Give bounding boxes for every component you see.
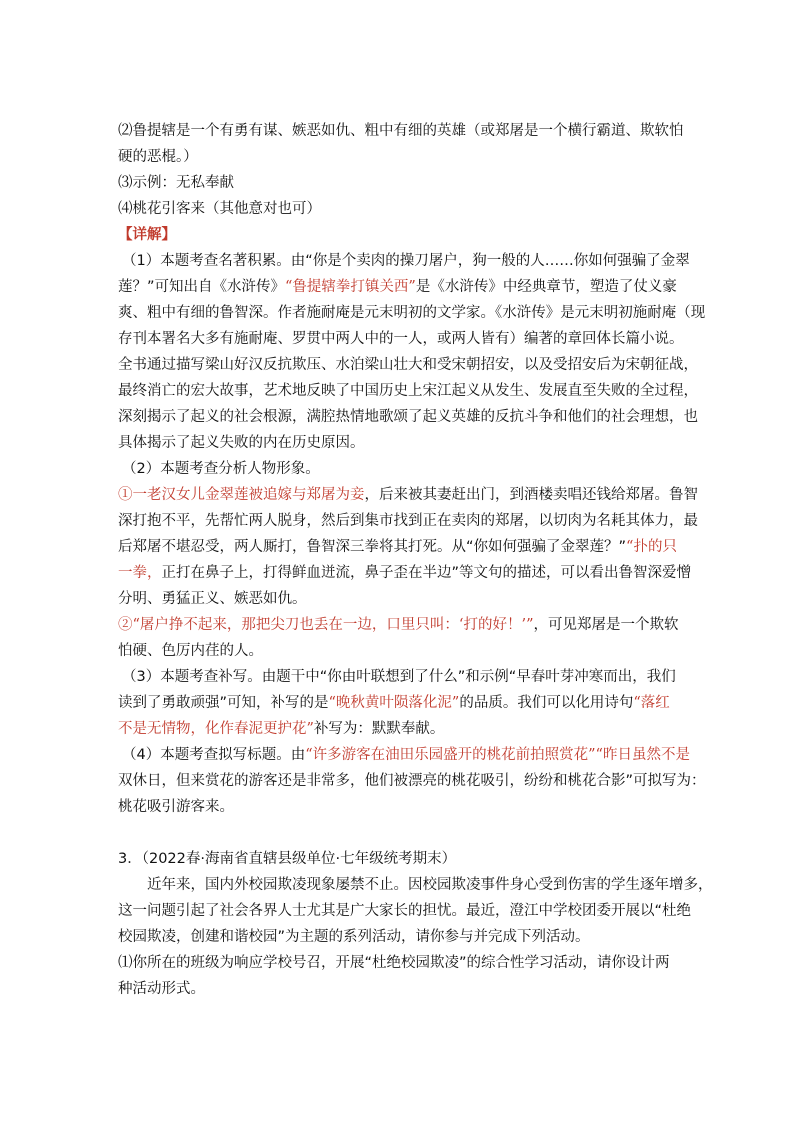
text-line <box>118 612 678 638</box>
text-line <box>118 560 692 586</box>
text-line <box>118 482 698 508</box>
answer-block <box>118 118 684 222</box>
highlight-span: “许多游客在油田乐园盛开的桃花前拍照赏花”“昨日虽然不是 <box>305 747 690 763</box>
text-line <box>118 716 678 742</box>
text-line: 存刊本署名大多有施耐庵、罗贯中两人中的一人，或两人皆有）编著的章回体长篇小说。 <box>118 331 684 347</box>
text-line <box>118 742 690 768</box>
text-span: 补写为：默默奉献。 <box>313 721 445 737</box>
text-line <box>118 690 678 716</box>
text-line: 深刻揭示了起义的社会根源，满腔热情地歌颂了起义英雄的反抗斗争和他们的社会理想，也 <box>118 409 698 425</box>
highlight-span: “鲁提辖拳打镇关西” <box>285 279 416 295</box>
text-line: （3）本题考查补写。由题干中“你由叶联想到了什么”和示例“早春叶芽冲寒而出，我们 <box>122 669 676 685</box>
text-line: 双休日，但来赏花的游客还是非常多，他们被漂亮的桃花吸引，纷纷和桃花合影”可拟写为： <box>118 773 706 789</box>
text-span: 是《水浒传》中经典章节，塑造了仗义豪 <box>415 279 677 295</box>
text-span: 的品质。我们可以化用诗句 <box>459 695 634 711</box>
highlight-span: “落红 <box>633 695 670 711</box>
answer-2-line: ⑵鲁提辖是一个有勇有谋、嫉恶如仇、粗中有细的英雄（或郑屠是一个横行霸道、欺软怕 <box>118 123 684 139</box>
answer-3: ⑶示例：无私奉献 <box>118 175 234 191</box>
text-line: 全书通过描写梁山好汉反抗欺压、水泊梁山壮大和受宋朝招安，以及受招安后为宋朝征战， <box>118 357 698 373</box>
text-line: 桃花吸引游客来。 <box>118 799 234 815</box>
document-body <box>118 118 713 1002</box>
text-span: （4）本题考查拟写标题。由 <box>122 747 306 763</box>
text-span: 读到了勇敢顽强”可知，补写的是 <box>118 695 329 711</box>
text-span: 莲？”可知出自《水浒传》 <box>118 279 286 295</box>
highlight-span: ②“屠户挣不起来，那把尖刀也丢在一边，口里只叫：‘打的好！’” <box>118 617 534 633</box>
text-span: ，可见郑屠是一个欺软 <box>533 617 679 633</box>
text-line: （2）本题考查分析人物形象。 <box>122 461 320 477</box>
question-3 <box>118 846 713 1002</box>
question-item-1: ⑴你所在的班级为响应学校号召，开展“杜绝校园欺凌”的综合性学习活动，请你设计两 <box>118 955 670 971</box>
detail-paragraph-1 <box>118 248 706 456</box>
detail-paragraph-2 <box>118 456 698 664</box>
answer-2-line: 硬的恶棍。） <box>118 149 198 165</box>
text-line <box>118 274 678 300</box>
text-line: 怕硬、色厉内荏的人。 <box>118 643 263 659</box>
text-line: 具体揭示了起义失败的内在历史原因。 <box>118 435 365 451</box>
highlight-span: “晚秋黄叶陨落化泥” <box>328 695 460 711</box>
question-source: 3．（2022春·海南省直辖县级单位·七年级统考期末） <box>118 851 457 867</box>
text-line: 这一问题引起了社会各界人士尤其是广大家长的担忧。最近，澄江中学校团委开展以“杜绝 <box>118 903 692 919</box>
question-item-1: 种活动形式。 <box>118 981 205 997</box>
detail-paragraph-3 <box>118 664 678 742</box>
detail-heading: 【详解】 <box>118 227 176 243</box>
text-line: 校园欺凌，创建和谐校园”为主题的系列活动，请你参与并完成下列活动。 <box>118 929 590 945</box>
text-line: 最终消亡的宏大故事，艺术地反映了中国历史上宋江起义从发生、发展直至失败的全过程， <box>118 383 698 399</box>
text-line: （1）本题考查名著积累。由“你是个卖肉的操刀屠户，狗一般的人……你如何强骗了金翠 <box>122 253 690 269</box>
text-span: 后郑屠不堪忍受，两人厮打，鲁智深三拳将其打死。从“你如何强骗了金翠莲？” <box>118 539 627 555</box>
highlight-span: 不是无情物，化作春泥更护花” <box>118 721 314 737</box>
text-line: 深打抱不平，先帮忙两人脱身，然后到集市找到正在卖肉的郑屠，以切肉为名耗其体力，最 <box>118 513 698 529</box>
spacer <box>118 820 678 846</box>
text-line: 近年来，国内外校园欺凌现象屡禁不止。因校园欺凌事件身心受到伤害的学生逐年增多， <box>147 877 713 893</box>
highlight-span: ①一老汉女儿金翠莲被追嫁与郑屠为妾 <box>118 487 365 503</box>
text-span: 正打在鼻子上，打得鲜血迸流，鼻子歪在半边”等文句的描述，可以看出鲁智深爱憎 <box>161 565 692 581</box>
highlight-span: 一拳， <box>118 565 162 581</box>
text-line <box>118 534 678 560</box>
highlight-span: “扑的只 <box>626 539 677 555</box>
text-line: 分明、勇猛正义、嫉恶如仇。 <box>118 591 307 607</box>
answer-4: ⑷桃花引客来（其他意对也可） <box>118 201 321 217</box>
detail-paragraph-4 <box>118 742 706 820</box>
text-span: ，后来被其妻赶出门，到酒楼卖唱还钱给郑屠。鲁智 <box>364 487 698 503</box>
text-line: 爽、粗中有细的鲁智深。作者施耐庵是元末明初的文学家。《水浒传》是元末明初施耐庵（现 <box>118 305 706 321</box>
